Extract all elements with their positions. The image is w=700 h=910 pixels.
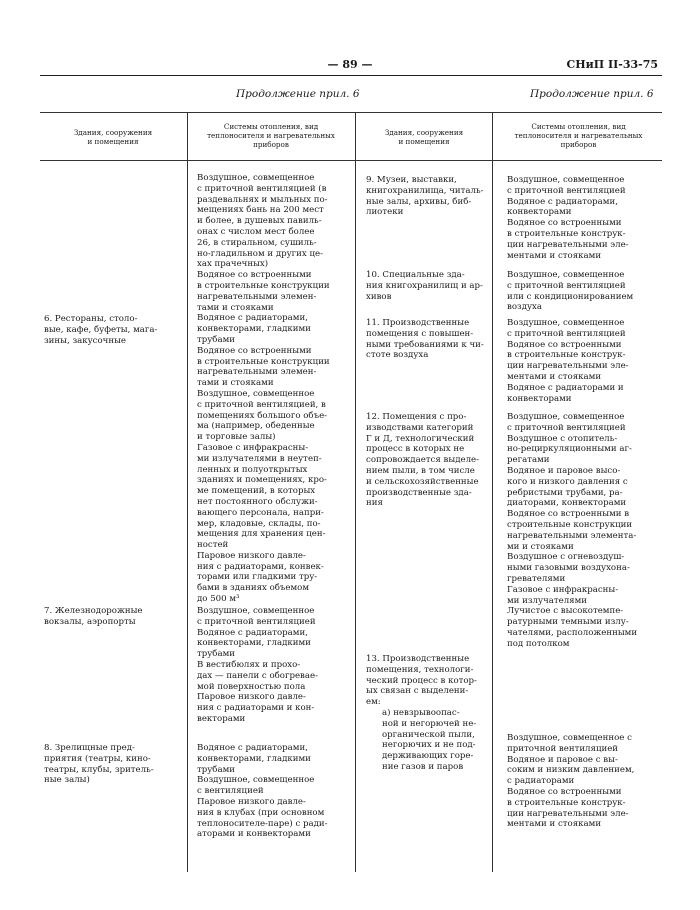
- text-line: с радиаторами: [507, 776, 575, 787]
- text-line: ма (например, обеденные: [197, 421, 315, 432]
- text-line: Водяное и паровое высо-: [507, 465, 621, 476]
- text-line: Водяное со встроенными: [507, 786, 622, 797]
- text-line: Воздушное, совмещенное: [197, 388, 315, 399]
- text-line: с приточной вентиляцией: [507, 422, 626, 433]
- column-divider-left: [187, 112, 188, 872]
- text-line: Водяное со встроенными: [507, 218, 622, 229]
- text-line: помещения, технологи-: [366, 664, 474, 675]
- building-industrial-13a: [382, 708, 476, 773]
- text-line: с приточной вентиляцией: [507, 328, 626, 339]
- text-line: производственные зда-: [366, 487, 472, 498]
- text-line: ме помещений, в которых: [197, 486, 316, 497]
- text-line: регатами: [507, 455, 550, 466]
- text-line: мещениях бань на 200 мест: [197, 205, 324, 216]
- text-line: аторами и конвекторами: [197, 829, 311, 840]
- text-line: книгохранилища, читаль-: [366, 185, 484, 196]
- text-line: гревателями: [507, 573, 566, 584]
- text-line: 10. Специальные зда-: [366, 270, 465, 280]
- text-line: 26, в стиральном, сушиль-: [197, 237, 317, 248]
- text-line: Лучистое с высокотемпе-: [507, 606, 624, 617]
- text-line: приятия (театры, кино-: [44, 753, 151, 764]
- systems-museums: [507, 175, 629, 261]
- text-line: ратурными темными излу-: [507, 617, 629, 628]
- text-line: торами или гладкими тру-: [197, 572, 318, 583]
- text-line: ментами и стояками: [507, 371, 602, 382]
- text-line: ными требованиями к чи-: [366, 339, 484, 350]
- text-line: негорючих и не под-: [382, 740, 476, 751]
- header-system-left: Системы отопления, вид теплоносителя и нагревательных приборов: [207, 122, 335, 149]
- text-line: и сельскохозяйственные: [366, 476, 479, 487]
- continuation-left: Продолжение прил. 6: [236, 88, 360, 100]
- text-line: ми излучателями: [507, 595, 588, 606]
- text-line: Г и Д, технологический: [366, 433, 475, 444]
- text-line: соким и низким давлением,: [507, 765, 635, 776]
- text-line: конвекторами: [507, 207, 572, 218]
- text-line: ной и негорючей не-: [382, 718, 477, 729]
- text-line: ния в клубах (при основном: [197, 807, 325, 818]
- text-line: раздевальнях и мыльных по-: [197, 194, 328, 205]
- text-line: ные залы, архивы, биб-: [366, 196, 472, 207]
- text-line: 8. Зрелищные пред-: [44, 743, 135, 753]
- text-line: с приточной вентиляцией, в: [197, 399, 326, 410]
- text-line: дах — панели с обогревае-: [197, 670, 319, 681]
- text-line: конвекторами, гладкими: [197, 324, 311, 335]
- text-line: Водяное с радиаторами,: [197, 627, 308, 638]
- systems-industrial-12: [507, 412, 637, 650]
- text-line: ностей: [197, 540, 229, 551]
- text-line: в строительные конструк-: [507, 350, 626, 361]
- text-line: и торговые залы): [197, 432, 276, 443]
- text-line: чателями, расположенными: [507, 627, 638, 638]
- text-line: конвекторами, гладкими: [197, 638, 311, 649]
- text-line: 9. Музеи, выставки,: [366, 175, 457, 185]
- text-line: мещения для хранения цен-: [197, 529, 326, 540]
- text-line: Водяное со встроенными: [197, 345, 312, 356]
- text-line: в строительные конструк-: [507, 228, 626, 239]
- text-line: лиотеки: [366, 207, 404, 218]
- header-building-left: Здания, сооружения и помещения: [73, 128, 153, 146]
- text-line: ых связан с выделени-: [366, 686, 469, 697]
- text-line: в строительные конструк-: [507, 797, 626, 808]
- text-line: ментами и стояками: [507, 819, 602, 830]
- text-line: теплоносителе-паре) с ради-: [197, 818, 328, 829]
- page-number: — 89 —: [327, 58, 373, 71]
- text-line: помещения с повышен-: [366, 328, 474, 339]
- text-line: Воздушное, совмещенное с: [507, 733, 632, 743]
- text-line: с приточной вентиляцией (в: [197, 183, 327, 194]
- building-special-archives: [366, 270, 483, 302]
- text-line: ми излучателями в неутеп-: [197, 453, 322, 464]
- building-theatres: [44, 743, 154, 786]
- text-line: Паровое низкого давле-: [197, 796, 306, 807]
- text-line: Паровое низкого давле-: [197, 550, 306, 561]
- systems-industrial-11: [507, 318, 629, 404]
- text-line: Водяное с радиаторами,: [197, 313, 308, 324]
- text-line: Газовое с инфракрасны-: [507, 584, 619, 595]
- text-line: Водяное с радиаторами,: [507, 196, 618, 207]
- text-line: Водяное и паровое с вы-: [507, 754, 618, 765]
- systems-restaurants: [197, 173, 330, 605]
- text-line: Воздушное, совмещенное: [507, 175, 625, 185]
- text-line: с вентиляцией: [197, 786, 264, 797]
- text-line: Воздушное с отопитель-: [507, 433, 618, 444]
- text-line: ния с радиаторами и кон-: [197, 703, 315, 714]
- text-line: трубами: [197, 334, 236, 345]
- continuation-right: Продолжение прил. 6: [530, 88, 654, 100]
- building-industrial-12: [366, 412, 479, 509]
- text-line: Воздушное, совмещенное: [197, 606, 315, 616]
- text-line: в строительные конструкции: [197, 280, 330, 291]
- text-line: стоте воздуха: [366, 350, 429, 361]
- text-line: вающего персонала, напри-: [197, 507, 324, 518]
- text-line: Воздушное с огневоздуш-: [507, 552, 625, 563]
- text-line: 7. Железнодорожные: [44, 606, 143, 616]
- text-line: Водяное со встроенными в: [507, 509, 630, 520]
- text-line: ния: [366, 498, 383, 509]
- text-line: до 500 м³: [197, 594, 240, 605]
- text-line: с приточной вентиляцией: [507, 280, 626, 291]
- text-line: держивающих горе-: [382, 751, 474, 762]
- text-line: строительные конструкции: [507, 519, 633, 530]
- header-rule: [40, 75, 662, 76]
- text-line: Водяное со встроенными: [197, 270, 312, 281]
- text-line: конвекторами: [507, 393, 572, 404]
- table-top-rule: [40, 112, 662, 113]
- text-line: приточной вентиляцией: [507, 743, 619, 754]
- text-line: процесс в которых не: [366, 444, 465, 455]
- text-line: ние газов и паров: [382, 761, 464, 772]
- text-line: ции нагревательными эле-: [507, 361, 629, 372]
- text-line: зданиях и помещениях, кро-: [197, 475, 327, 486]
- text-line: Воздушное, совмещенное: [197, 173, 315, 183]
- header-building-right: Здания, сооружения и помещения: [384, 128, 464, 146]
- text-line: Воздушное, совмещенное: [507, 318, 625, 328]
- text-line: 12. Помещения с про-: [366, 412, 467, 422]
- text-line: мой поверхностью пола: [197, 681, 306, 692]
- text-line: и более, в душевых павиль-: [197, 216, 322, 227]
- systems-industrial-13a: [507, 733, 634, 830]
- text-line: ными газовыми воздухона-: [507, 563, 630, 574]
- table-header-rule: [40, 160, 662, 161]
- building-museums: [366, 175, 484, 218]
- text-line: Водяное со встроенными: [507, 339, 622, 350]
- text-line: в строительные конструкции: [197, 356, 330, 367]
- document-code: СНиП II-33-75: [566, 58, 658, 71]
- text-line: а) невзрывоопас-: [382, 708, 460, 718]
- building-industrial-13: [366, 654, 477, 708]
- text-line: Воздушное, совмещенное: [197, 775, 315, 786]
- column-divider-center: [355, 112, 356, 872]
- building-restaurants: [44, 314, 157, 346]
- text-line: под потолком: [507, 638, 570, 649]
- text-line: Водяное с радиаторами,: [197, 743, 308, 753]
- text-line: конвекторами, гладкими: [197, 753, 311, 764]
- text-line: но-рециркуляционными аг-: [507, 444, 632, 455]
- text-line: с приточной вентиляцией: [507, 185, 626, 196]
- text-line: 11. Производственные: [366, 318, 470, 328]
- text-line: театры, клубы, зритель-: [44, 764, 154, 775]
- text-line: Воздушное, совмещенное: [507, 412, 625, 422]
- text-line: ции нагревательными эле-: [507, 239, 629, 250]
- text-line: ные залы): [44, 775, 90, 786]
- building-stations: [44, 606, 143, 628]
- text-line: трубами: [197, 649, 236, 660]
- text-line: ментами и стояками: [507, 250, 602, 261]
- text-line: бами в зданиях объемом: [197, 583, 310, 594]
- text-line: ния с радиаторами, конвек-: [197, 561, 324, 572]
- text-line: зины, закусочные: [44, 335, 127, 346]
- text-line: но-гладильном и других це-: [197, 248, 323, 259]
- text-line: органической пыли,: [382, 729, 475, 740]
- text-line: вые, кафе, буфеты, мага-: [44, 324, 158, 335]
- building-industrial-11: [366, 318, 484, 361]
- text-line: ческий процесс в котор-: [366, 675, 477, 686]
- text-line: вокзалы, аэропорты: [44, 616, 136, 627]
- text-line: или с кондиционированием: [507, 291, 634, 302]
- column-divider-right: [492, 112, 493, 872]
- text-line: нагревательными элемента-: [507, 530, 637, 541]
- header-system-right: Системы отопления, вид теплоносителя и нагревательных приборов: [514, 122, 643, 149]
- text-line: 13. Производственные: [366, 654, 470, 664]
- text-line: В вестибюлях и прохо-: [197, 659, 301, 670]
- text-line: Газовое с инфракрасны-: [197, 442, 309, 453]
- text-line: ния книгохранилищ и ар-: [366, 280, 483, 291]
- text-line: помещениях большого объе-: [197, 410, 328, 421]
- text-line: кого и низкого давления с: [507, 476, 628, 487]
- text-line: нагревательными элемен-: [197, 367, 317, 378]
- systems-stations: [197, 606, 318, 725]
- text-line: ции нагревательными эле-: [507, 808, 629, 819]
- text-line: Водяное с радиаторами и: [507, 382, 624, 393]
- text-line: ленных и полуоткрытых: [197, 464, 308, 475]
- text-line: с приточной вентиляцией: [197, 616, 316, 627]
- text-line: ми и стояками: [507, 541, 574, 552]
- text-line: тами и стояками: [197, 302, 274, 313]
- text-line: воздуха: [507, 302, 543, 313]
- text-line: нет постоянного обслужи-: [197, 496, 318, 507]
- text-line: 6. Рестораны, столо-: [44, 314, 138, 324]
- text-line: нагревательными элемен-: [197, 291, 317, 302]
- text-line: хах прачечных): [197, 259, 269, 270]
- text-line: мер, кладовые, склады, по-: [197, 518, 321, 529]
- text-line: тами и стояками: [197, 378, 274, 389]
- text-line: ем:: [366, 697, 381, 708]
- text-line: диаторами, конвекторами: [507, 498, 627, 509]
- text-line: трубами: [197, 764, 236, 775]
- systems-theatres: [197, 743, 328, 840]
- text-line: сопровождается выделе-: [366, 455, 480, 466]
- text-line: ребристыми трубами, ра-: [507, 487, 623, 498]
- text-line: Воздушное, совмещенное: [507, 270, 625, 280]
- text-line: изводствами категорий: [366, 422, 474, 433]
- text-line: Паровое низкого давле-: [197, 692, 306, 703]
- text-line: нием пыли, в том числе: [366, 465, 475, 476]
- systems-special-archives: [507, 270, 633, 313]
- text-line: онах с числом мест более: [197, 226, 315, 237]
- text-line: хивов: [366, 291, 392, 302]
- text-line: векторами: [197, 713, 246, 724]
